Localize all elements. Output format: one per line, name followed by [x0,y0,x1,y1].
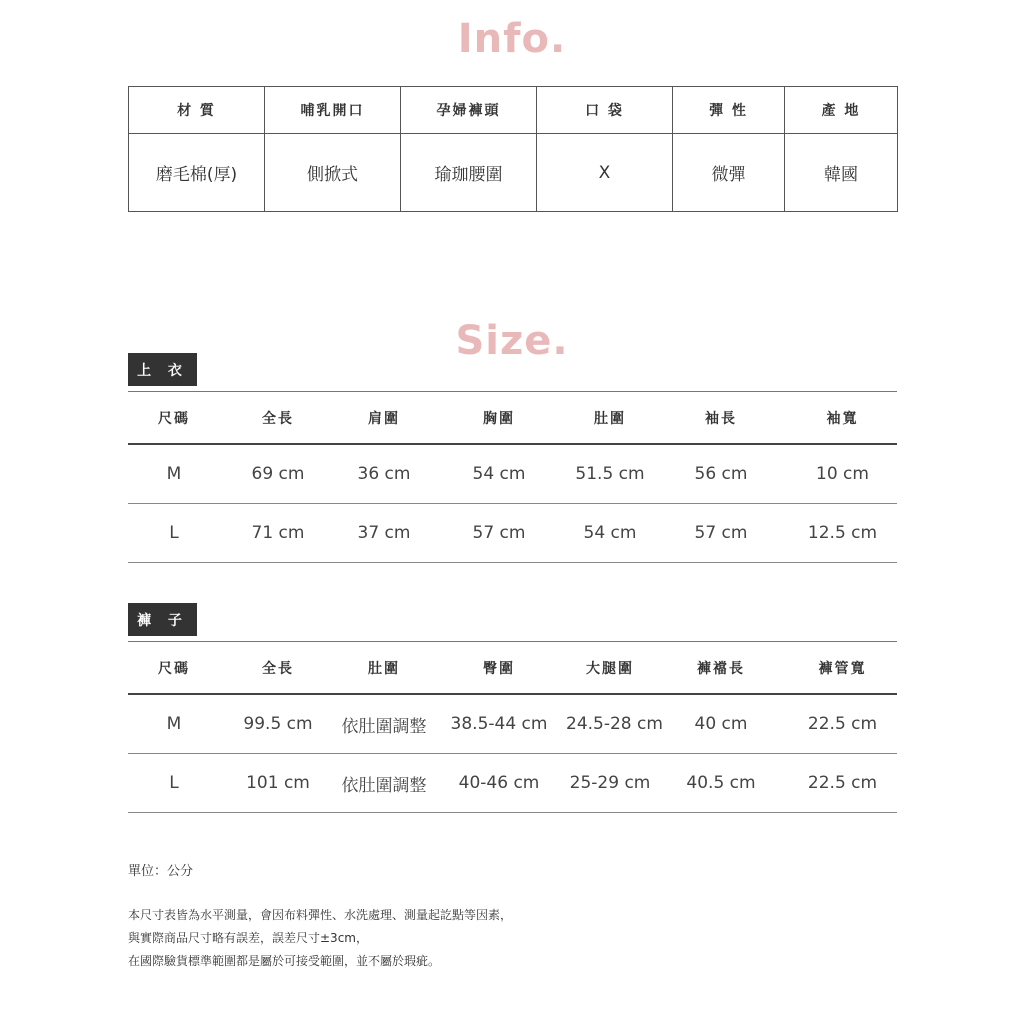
table-header-cell: 肚圍 [566,392,654,445]
table-cell: 38.5-44 cm [432,694,566,754]
table-cell: 依肚圍調整 [336,754,432,813]
size-heading: Size. [455,318,569,364]
table-cell: 依肚圍調整 [336,694,432,754]
table-cell: 24.5-28 cm [566,694,654,754]
pants-header-row [128,642,897,695]
table-cell: 40 cm [654,694,788,754]
note-line: 本尺寸表皆為水平測量，會因布料彈性、水洗處理、測量起訖點等因素， [128,908,513,922]
table-cell: 51.5 cm [566,444,654,504]
info-header-origin: 產 地 [785,87,898,134]
info-value-row [129,134,898,212]
table-cell: 40.5 cm [654,754,788,813]
table-cell: 57 cm [654,504,788,563]
table-cell: 36 cm [336,444,432,504]
table-cell: 54 cm [566,504,654,563]
table-cell: 12.5 cm [788,504,897,563]
table-header-cell: 尺碼 [128,392,220,445]
info-table [128,86,898,212]
info-value-elasticity: 微彈 [673,134,785,212]
table-header-cell: 褲管寬 [788,642,897,695]
table-header-cell: 袖寬 [788,392,897,445]
table-cell: 69 cm [220,444,336,504]
table-row [128,694,897,754]
table-header-cell: 褲襠長 [654,642,788,695]
table-header-cell: 袖長 [654,392,788,445]
pants-section-tag: 褲 子 [128,603,197,636]
info-header-pocket: 口 袋 [537,87,673,134]
table-row [128,504,897,563]
table-row [128,754,897,813]
info-heading: Info. [457,16,567,62]
table-header-cell: 全長 [220,392,336,445]
table-header-cell: 肚圍 [336,642,432,695]
table-header-cell: 尺碼 [128,642,220,695]
info-value-nursing-opening: 側掀式 [265,134,401,212]
info-header-elasticity: 彈 性 [673,87,785,134]
info-header-nursing-opening: 哺乳開口 [265,87,401,134]
note-line: 與實際商品尺寸略有誤差，誤差尺寸±3cm， [128,931,368,945]
table-cell: 37 cm [336,504,432,563]
table-cell: 22.5 cm [788,754,897,813]
top-size-table [128,391,897,563]
table-cell: M [128,444,220,504]
measurement-notes [128,904,512,973]
info-header-row [129,87,898,134]
info-header-material: 材 質 [129,87,265,134]
pants-size-table [128,641,897,813]
info-header-maternity-waist: 孕婦褲頭 [401,87,537,134]
info-value-maternity-waist: 瑜珈腰圍 [401,134,537,212]
table-cell: L [128,504,220,563]
table-cell: 57 cm [432,504,566,563]
table-cell: 25-29 cm [566,754,654,813]
table-cell: 101 cm [220,754,336,813]
top-header-row [128,392,897,445]
table-cell: 40-46 cm [432,754,566,813]
table-header-cell: 肩圍 [336,392,432,445]
table-cell: 54 cm [432,444,566,504]
table-cell: 56 cm [654,444,788,504]
unit-note: 單位：公分 [128,864,194,879]
table-cell: 99.5 cm [220,694,336,754]
top-section-tag: 上 衣 [128,353,197,386]
table-row [128,444,897,504]
table-header-cell: 胸圍 [432,392,566,445]
table-cell: L [128,754,220,813]
info-value-material: 磨毛棉(厚) [129,134,265,212]
table-cell: M [128,694,220,754]
table-header-cell: 大腿圍 [566,642,654,695]
table-header-cell: 全長 [220,642,336,695]
table-cell: 71 cm [220,504,336,563]
info-value-origin: 韓國 [785,134,898,212]
info-value-pocket: X [537,134,673,212]
table-cell: 10 cm [788,444,897,504]
table-header-cell: 臀圍 [432,642,566,695]
note-line: 在國際驗貨標準範圍都是屬於可接受範圍，並不屬於瑕疵。 [128,954,441,968]
table-cell: 22.5 cm [788,694,897,754]
